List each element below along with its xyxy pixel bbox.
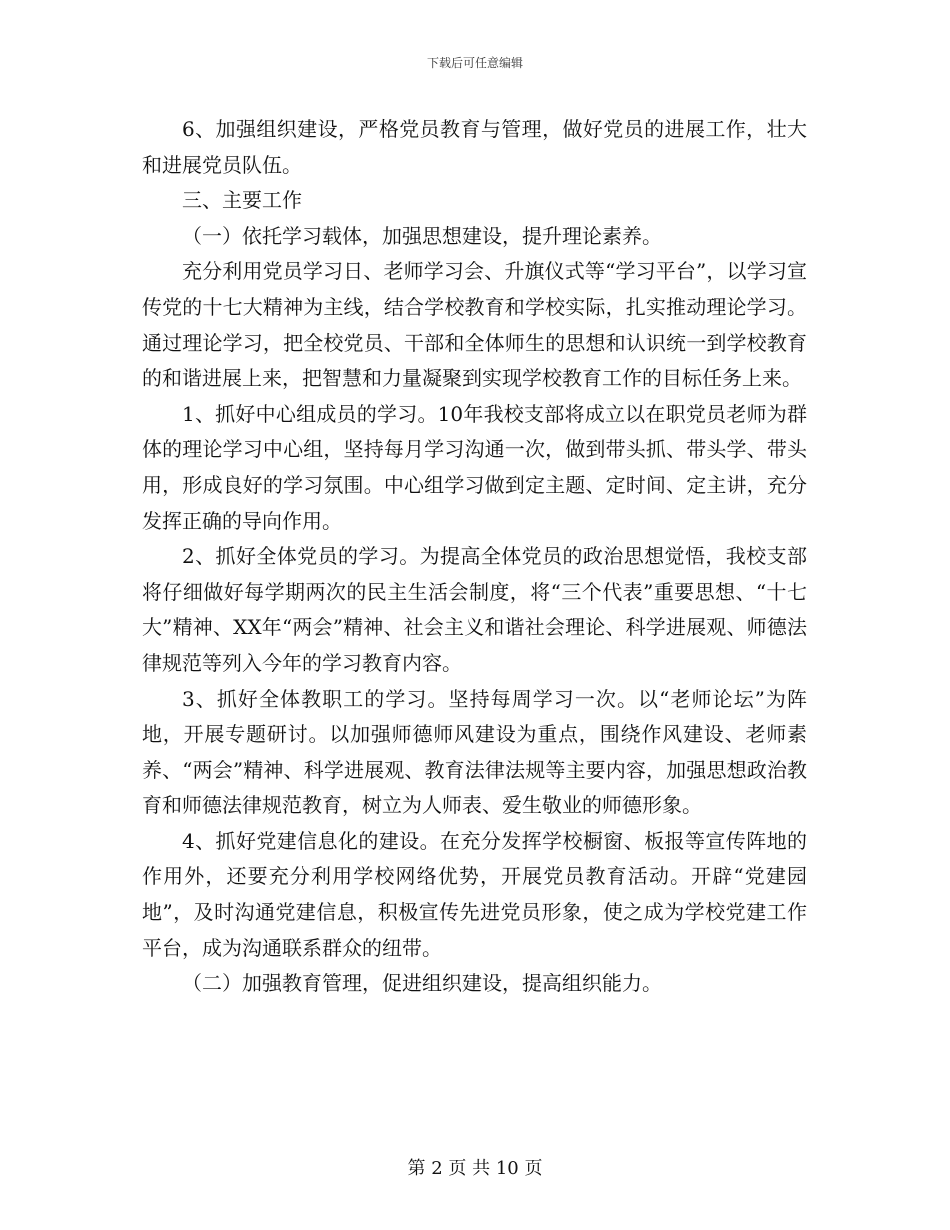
paragraph-2: 充分利用党员学习日、老师学习会、升旗仪式等“学习平台”，以学习宣传党的十七大精神为主线，结合学校教育和学校实际，扎实推动理论学习。通过理论学习，把全校党员、干部和全体师生的思想和认识统一到学校教育的和谐进展上来，把智慧和力量凝聚到实现学校教育工作的目标任务上来。 xyxy=(142,259,807,391)
paragraph-6: 4、抓好党建信息化的建设。在充分发挥学校橱窗、板报等宣传阵地的作用外，还要充分利用学校网络优势，开展党员教育活动。开辟“党建园地”，及时沟通党建信息，积极宣传先进党员形象，使之成为学校党建工作平台，成为沟通联系群众的纽带。 xyxy=(142,828,807,960)
subsection-heading-1: （一）依托学习载体，加强思想建设，提升理论素养。 xyxy=(182,223,662,248)
paragraph-5: 3、抓好全体教职工的学习。坚持每周学习一次。以“老师论坛”为阵地，开展专题研讨。以加强师德师风建设为重点，围绕作风建设、老师素养、“两会”精神、科学进展观、教育法律法规等主要内容，加强思想政治教育和师德法律规范教育，树立为人师表、爱生敬业的师德形象。 xyxy=(142,686,807,818)
paragraph-3: 1、抓好中心组成员的学习。10年我校支部将成立以在职党员老师为群体的理论学习中心组，坚持每月学习沟通一次，做到带头抓、带头学、带头用，形成良好的学习氛围。中心组学习做到定主题、定时间、定主讲，充分发挥正确的导向作用。 xyxy=(142,401,807,533)
section-heading-main-work: 三、主要工作 xyxy=(182,188,302,213)
subsection-heading-2: （二）加强教育管理，促进组织建设，提高组织能力。 xyxy=(182,971,662,996)
paragraph-1: 6、加强组织建设，严格党员教育与管理，做好党员的进展工作，壮大和进展党员队伍。 xyxy=(142,117,807,177)
paragraph-4: 2、抓好全体党员的学习。为提高全体党员的政治思想觉悟，我校支部将仔细做好每学期两次的民主生活会制度，将“三个代表”重要思想、“十七大”精神、XX年“两会”精神、社会主义和谐社会理论、科学进展观、师德法律规范等列入今年的学习教育内容。 xyxy=(142,544,807,675)
page-header: 下载后可任意编辑 xyxy=(426,56,523,70)
document-body xyxy=(142,112,807,1002)
page-number: 第 2 页 共 10 页 xyxy=(407,1158,543,1179)
